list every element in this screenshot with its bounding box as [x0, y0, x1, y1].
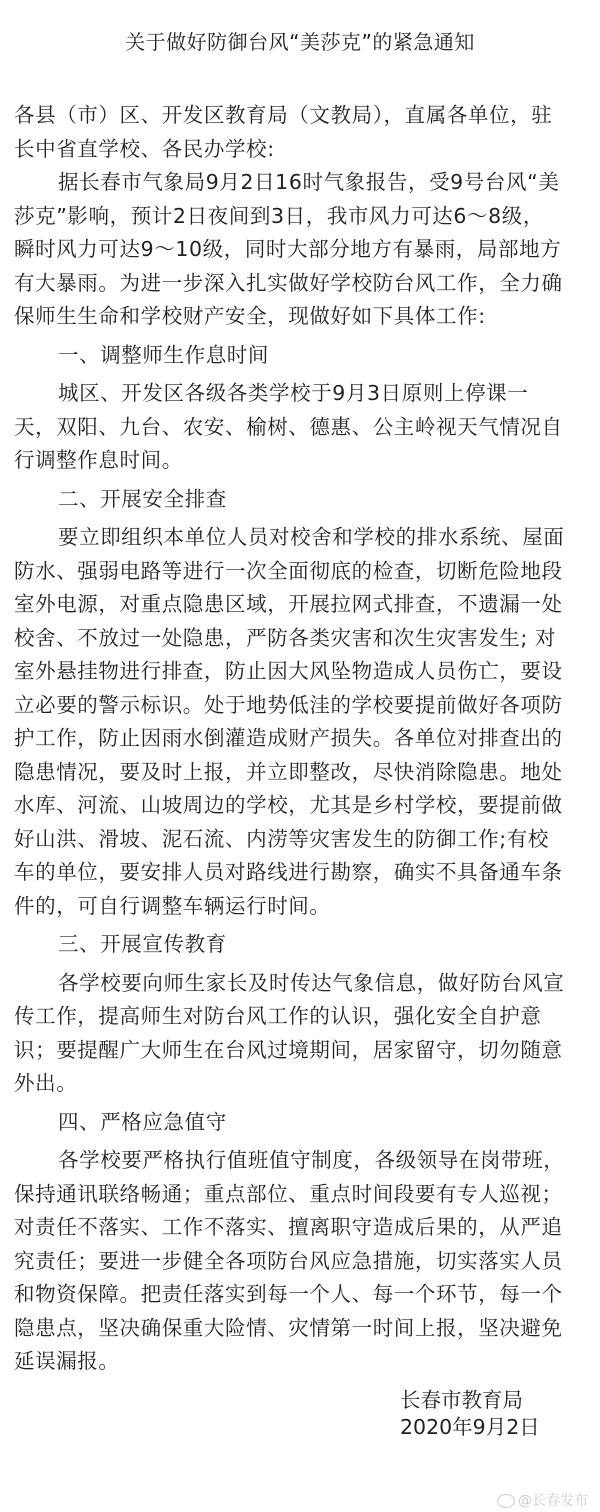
paragraph-line: 城区、开发区各级各类学校于9月3日原则上停课一 [58, 381, 529, 405]
signature-org: 长春市教育局 [400, 1388, 523, 1412]
sections [14, 339, 594, 1379]
watermark [497, 1490, 588, 1510]
paragraph-line: 天，双阳、九台、农安、榆树、德惠、公主岭视天气情况自 [14, 414, 563, 439]
section-heading: 二、开展安全排查 [58, 486, 227, 511]
paragraph-line: 识；要提醒广大师生在台风过境期间，居家留守，切勿随意 [14, 1037, 563, 1062]
paragraph-line: 件的，可自行调整车辆运行时间。 [14, 893, 331, 918]
section-heading: 三、开展宣传教育 [58, 932, 227, 956]
paragraph-line: 室外电源，对重点隐患区域，开展拉网式排查，不遗漏一处 [14, 592, 563, 616]
paragraph-line: 要立即组织本单位人员对校舍和学校的排水系统、屋面 [58, 525, 565, 549]
paragraph-line: 行调整作息时间。 [14, 448, 183, 472]
paragraph-line: 和物资保障。把责任落实到每一个人、每一个环节，每一个 [14, 1282, 563, 1306]
paragraph-line: 保持通讯联络畅通；重点部位、重点时间段要有专人巡视； [14, 1181, 563, 1206]
paragraph-line: 外出。 [14, 1071, 78, 1095]
paragraph-line: 防水、强弱电路等进行一次全面彻底的检查，切断危险地段 [14, 558, 563, 583]
paragraph-line: 护工作，防止因雨水倒灌造成财产损失。各单位对排查出的 [14, 726, 563, 750]
paragraph-line: 隐患点，坚决确保重大险情、灾情第一时间上报，坚决避免 [14, 1315, 563, 1340]
addressee-line: 长中省直学校、各民办学校: [14, 136, 275, 161]
watermark-text: @长春发布 [518, 1493, 588, 1509]
section [14, 928, 594, 1101]
paragraph-line: 有大暴雨。为进一步深入扎实做好学校防台风工作，全力确 [14, 270, 563, 295]
paragraph-line: 延误漏报。 [14, 1349, 120, 1373]
section-heading: 四、严格应急值守 [58, 1109, 227, 1134]
section [14, 483, 594, 924]
intro-paragraph [14, 166, 594, 334]
signature-date: 2020年9月2日 [400, 1415, 540, 1439]
section [14, 339, 594, 478]
document-body [14, 99, 594, 1379]
paragraph-line: 各学校要严格执行值班值守制度，各级领导在岗带班， [58, 1148, 565, 1172]
paragraph-line: 车的单位，要安排人员对路线进行勘察，确实不具备通车条 [14, 860, 563, 884]
paragraph-line: 对责任不落实、工作不落实、擅离职守造成后果的，从严追 [14, 1215, 563, 1239]
paragraph-line: 究责任；要进一步健全各项防台风应急措施，切实落实人员 [14, 1248, 563, 1273]
paragraph-line: 瞬时风力可达9～10级，同时大部分地方有暴雨，局部地方 [14, 237, 562, 261]
paragraph-line: 各学校要向师生家长及时传达气象信息，做好防台风宣 [58, 970, 565, 995]
addressee-line: 各县（市）区、开发区教育局（文教局），直属各单位，驻 [14, 103, 553, 127]
paragraph-line: 保师生生命和学校财产安全，现做好如下具体工作: [14, 304, 486, 328]
weibo-logo-icon [497, 1494, 515, 1508]
addressee [14, 99, 594, 166]
paragraph-line: 据长春市气象局9月2日16时气象报告，受9号台风“美 [58, 170, 560, 194]
paragraph-line: 校舍、不放过一处隐患，严防各类灾害和次生灾害发生; 对 [14, 625, 557, 650]
paragraph-line: 立必要的警示标识。处于地势低洼的学校要提前做好各项防 [14, 692, 563, 717]
paragraph-line: 莎克”影响，预计2日夜间到3日，我市风力可达6～8级， [14, 203, 544, 228]
paragraph-line: 好山洪、滑坡、泥石流、内涝等灾害发生的防御工作;有校 [14, 826, 550, 851]
paragraph-line: 水库、河流、山坡周边的学校，尤其是乡村学校，要提前做 [14, 793, 563, 817]
paragraph-line: 传工作，提高师生对防台风工作的认识，强化安全自护意 [14, 1004, 542, 1028]
document-title: 关于做好防御台风“美莎克”的紧急通知 [125, 30, 475, 54]
paragraph-line: 隐患情况，要及时上报，并立即整改，尽快消除隐患。地处 [14, 759, 563, 784]
section-heading: 一、调整师生作息时间 [58, 342, 269, 367]
paragraph-line: 室外悬挂物进行排查，防止因大风坠物造成人员伤亡，要设 [14, 659, 563, 683]
section [14, 1106, 594, 1379]
